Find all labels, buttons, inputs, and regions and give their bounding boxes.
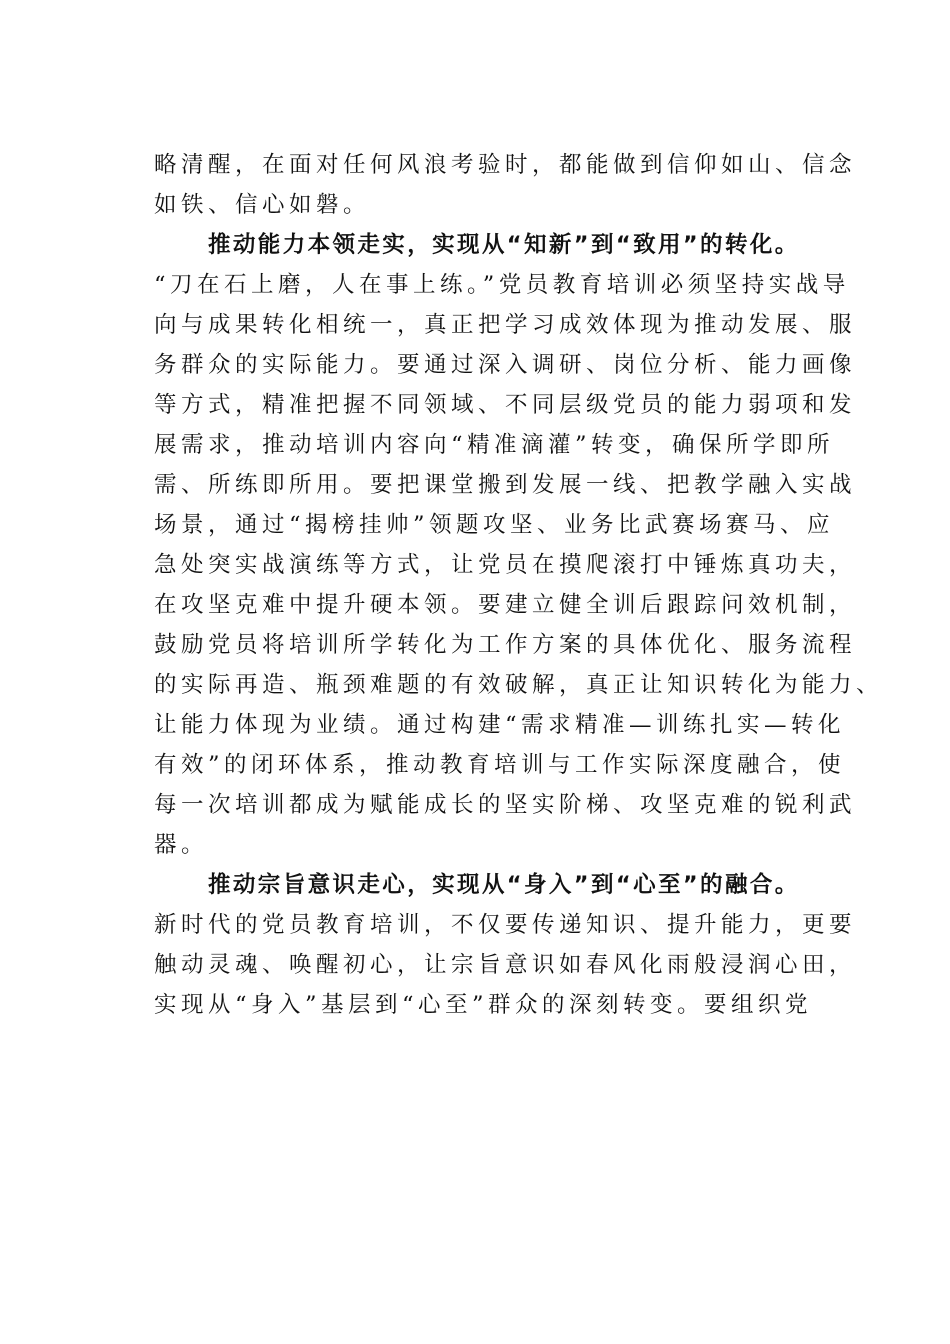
text-line: 在攻坚克难中提升硬本领。要建立健全训后跟踪问效机制， bbox=[154, 592, 857, 618]
text-line: 器。 bbox=[154, 832, 209, 858]
text-line: 略清醒，在面对任何风浪考验时，都能做到信仰如山、信念 bbox=[154, 152, 857, 178]
text-line: 等方式，精准把握不同领域、不同层级党员的能力弱项和发 bbox=[154, 392, 857, 418]
text-line: “刀在石上磨，人在事上练。”党员教育培训必须坚持实战导 bbox=[154, 272, 850, 298]
section-heading: 推动宗旨意识走心，实现从“身入”到“心至”的融合。 bbox=[208, 872, 800, 898]
text-line: 需、所练即所用。要把课堂搬到发展一线、把教学融入实战 bbox=[154, 472, 857, 498]
text-line: 鼓励党员将培训所学转化为工作方案的具体优化、服务流程 bbox=[154, 632, 857, 658]
text-line: 如铁、信心如磐。 bbox=[154, 192, 371, 218]
text-line: 让能力体现为业绩。通过构建“需求精准—训练扎实—转化 bbox=[154, 712, 846, 738]
text-line: 有效”的闭环体系，推动教育培训与工作实际深度融合，使 bbox=[154, 752, 846, 778]
section-heading: 推动能力本领走实，实现从“知新”到“致用”的转化。 bbox=[208, 232, 800, 258]
text-line: 的实际再造、瓶颈难题的有效破解，真正让知识转化为能力、 bbox=[154, 672, 884, 698]
text-line: 触动灵魂、唤醒初心，让宗旨意识如春风化雨般浸润心田， bbox=[154, 952, 857, 978]
text-line: 场景，通过“揭榜挂帅”领题攻坚、业务比武赛场赛马、应 bbox=[154, 512, 835, 538]
text-line: 急处突实战演练等方式，让党员在摸爬滚打中锤炼真功夫， bbox=[154, 552, 857, 578]
text-line: 实现从“身入”基层到“心至”群众的深刻转变。要组织党 bbox=[154, 992, 813, 1018]
text-line: 向与成果转化相统一，真正把学习成效体现为推动发展、服 bbox=[154, 312, 857, 338]
text-line: 新时代的党员教育培训，不仅要传递知识、提升能力，更要 bbox=[154, 912, 857, 938]
text-line: 展需求，推动培训内容向“精准滴灌”转变，确保所学即所 bbox=[154, 432, 835, 458]
document-page bbox=[154, 145, 884, 1025]
text-line: 每一次培训都成为赋能成长的坚实阶梯、攻坚克难的锐利武 bbox=[154, 792, 857, 818]
text-line: 务群众的实际能力。要通过深入调研、岗位分析、能力画像 bbox=[154, 352, 857, 378]
